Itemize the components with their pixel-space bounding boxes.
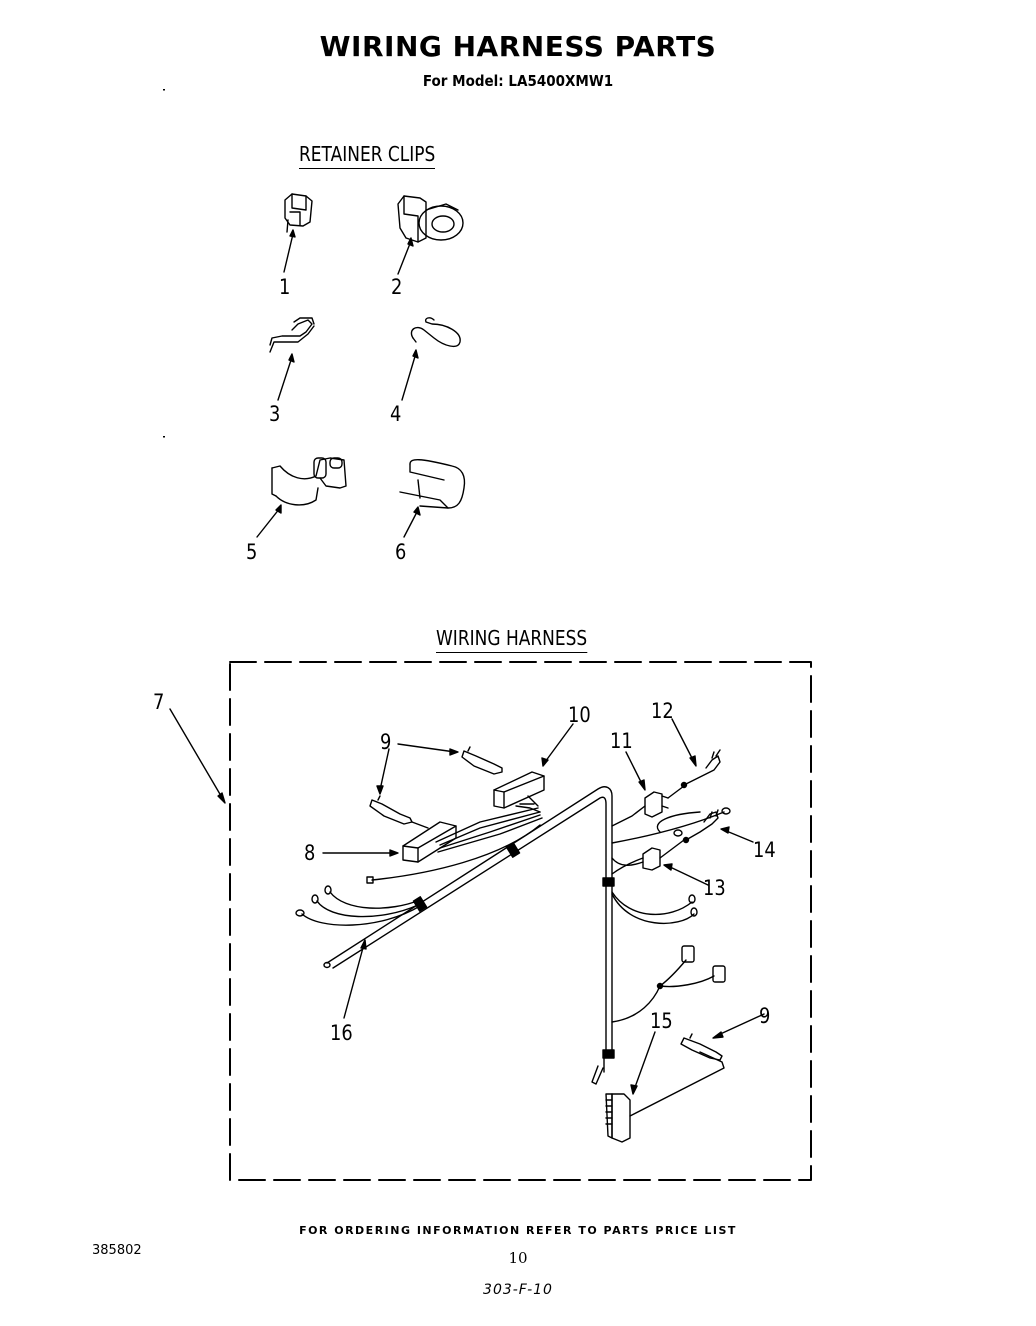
callout-4: 4 [390,402,402,426]
callout-15: 15 [650,1009,673,1033]
connector-15-icon [606,1052,724,1142]
callout-6: 6 [395,540,407,564]
callout-14: 14 [753,838,776,862]
terminal-9-icon [370,796,428,828]
callout-9-upper: 9 [380,730,392,754]
retainer-clip-1-icon [284,194,312,272]
callout-11: 11 [610,729,633,753]
callout-9-lower: 9 [759,1004,771,1028]
retainer-clip-2-icon [398,196,463,274]
terminal-12-icon [684,750,720,785]
retainer-clip-5-icon [257,458,346,537]
wiring-harness-heading: WIRING HARNESS [436,626,587,653]
callout-12: 12 [651,699,674,723]
callout-1: 1 [279,275,291,299]
retainer-clip-3-icon [270,318,314,400]
callout-16: 16 [330,1021,353,1045]
page-title: WIRING HARNESS PARTS [319,30,717,63]
callout-5: 5 [246,540,258,564]
callout-2: 2 [391,275,403,299]
document-number: 385802 [92,1243,142,1258]
connector-8-icon [403,808,542,862]
connector-10-icon [494,772,544,812]
callout-3: 3 [269,402,281,426]
connector-pair-icon [612,946,725,1022]
retainer-clip-6-icon [400,460,465,537]
callout-8: 8 [304,841,316,865]
callout-7: 7 [153,690,165,714]
retainer-clips-heading: RETAINER CLIPS [299,142,435,169]
reference-code: 303-F-10 [483,1282,553,1298]
page-number: 10 [508,1249,528,1267]
callout-13: 13 [703,876,726,900]
terminal-9b-icon [462,747,502,774]
connector-11-icon [612,783,687,827]
retainer-clip-4-icon [402,318,460,400]
harness-trunk-icon [324,787,614,1072]
connector-13-icon [612,838,689,875]
terminal-14-icon [686,810,718,840]
ordering-note: FOR ORDERING INFORMATION REFER TO PARTS PRICE LIST [299,1224,737,1237]
model-subtitle: For Model: LA5400XMW1 [422,72,614,90]
callout-10: 10 [568,703,591,727]
